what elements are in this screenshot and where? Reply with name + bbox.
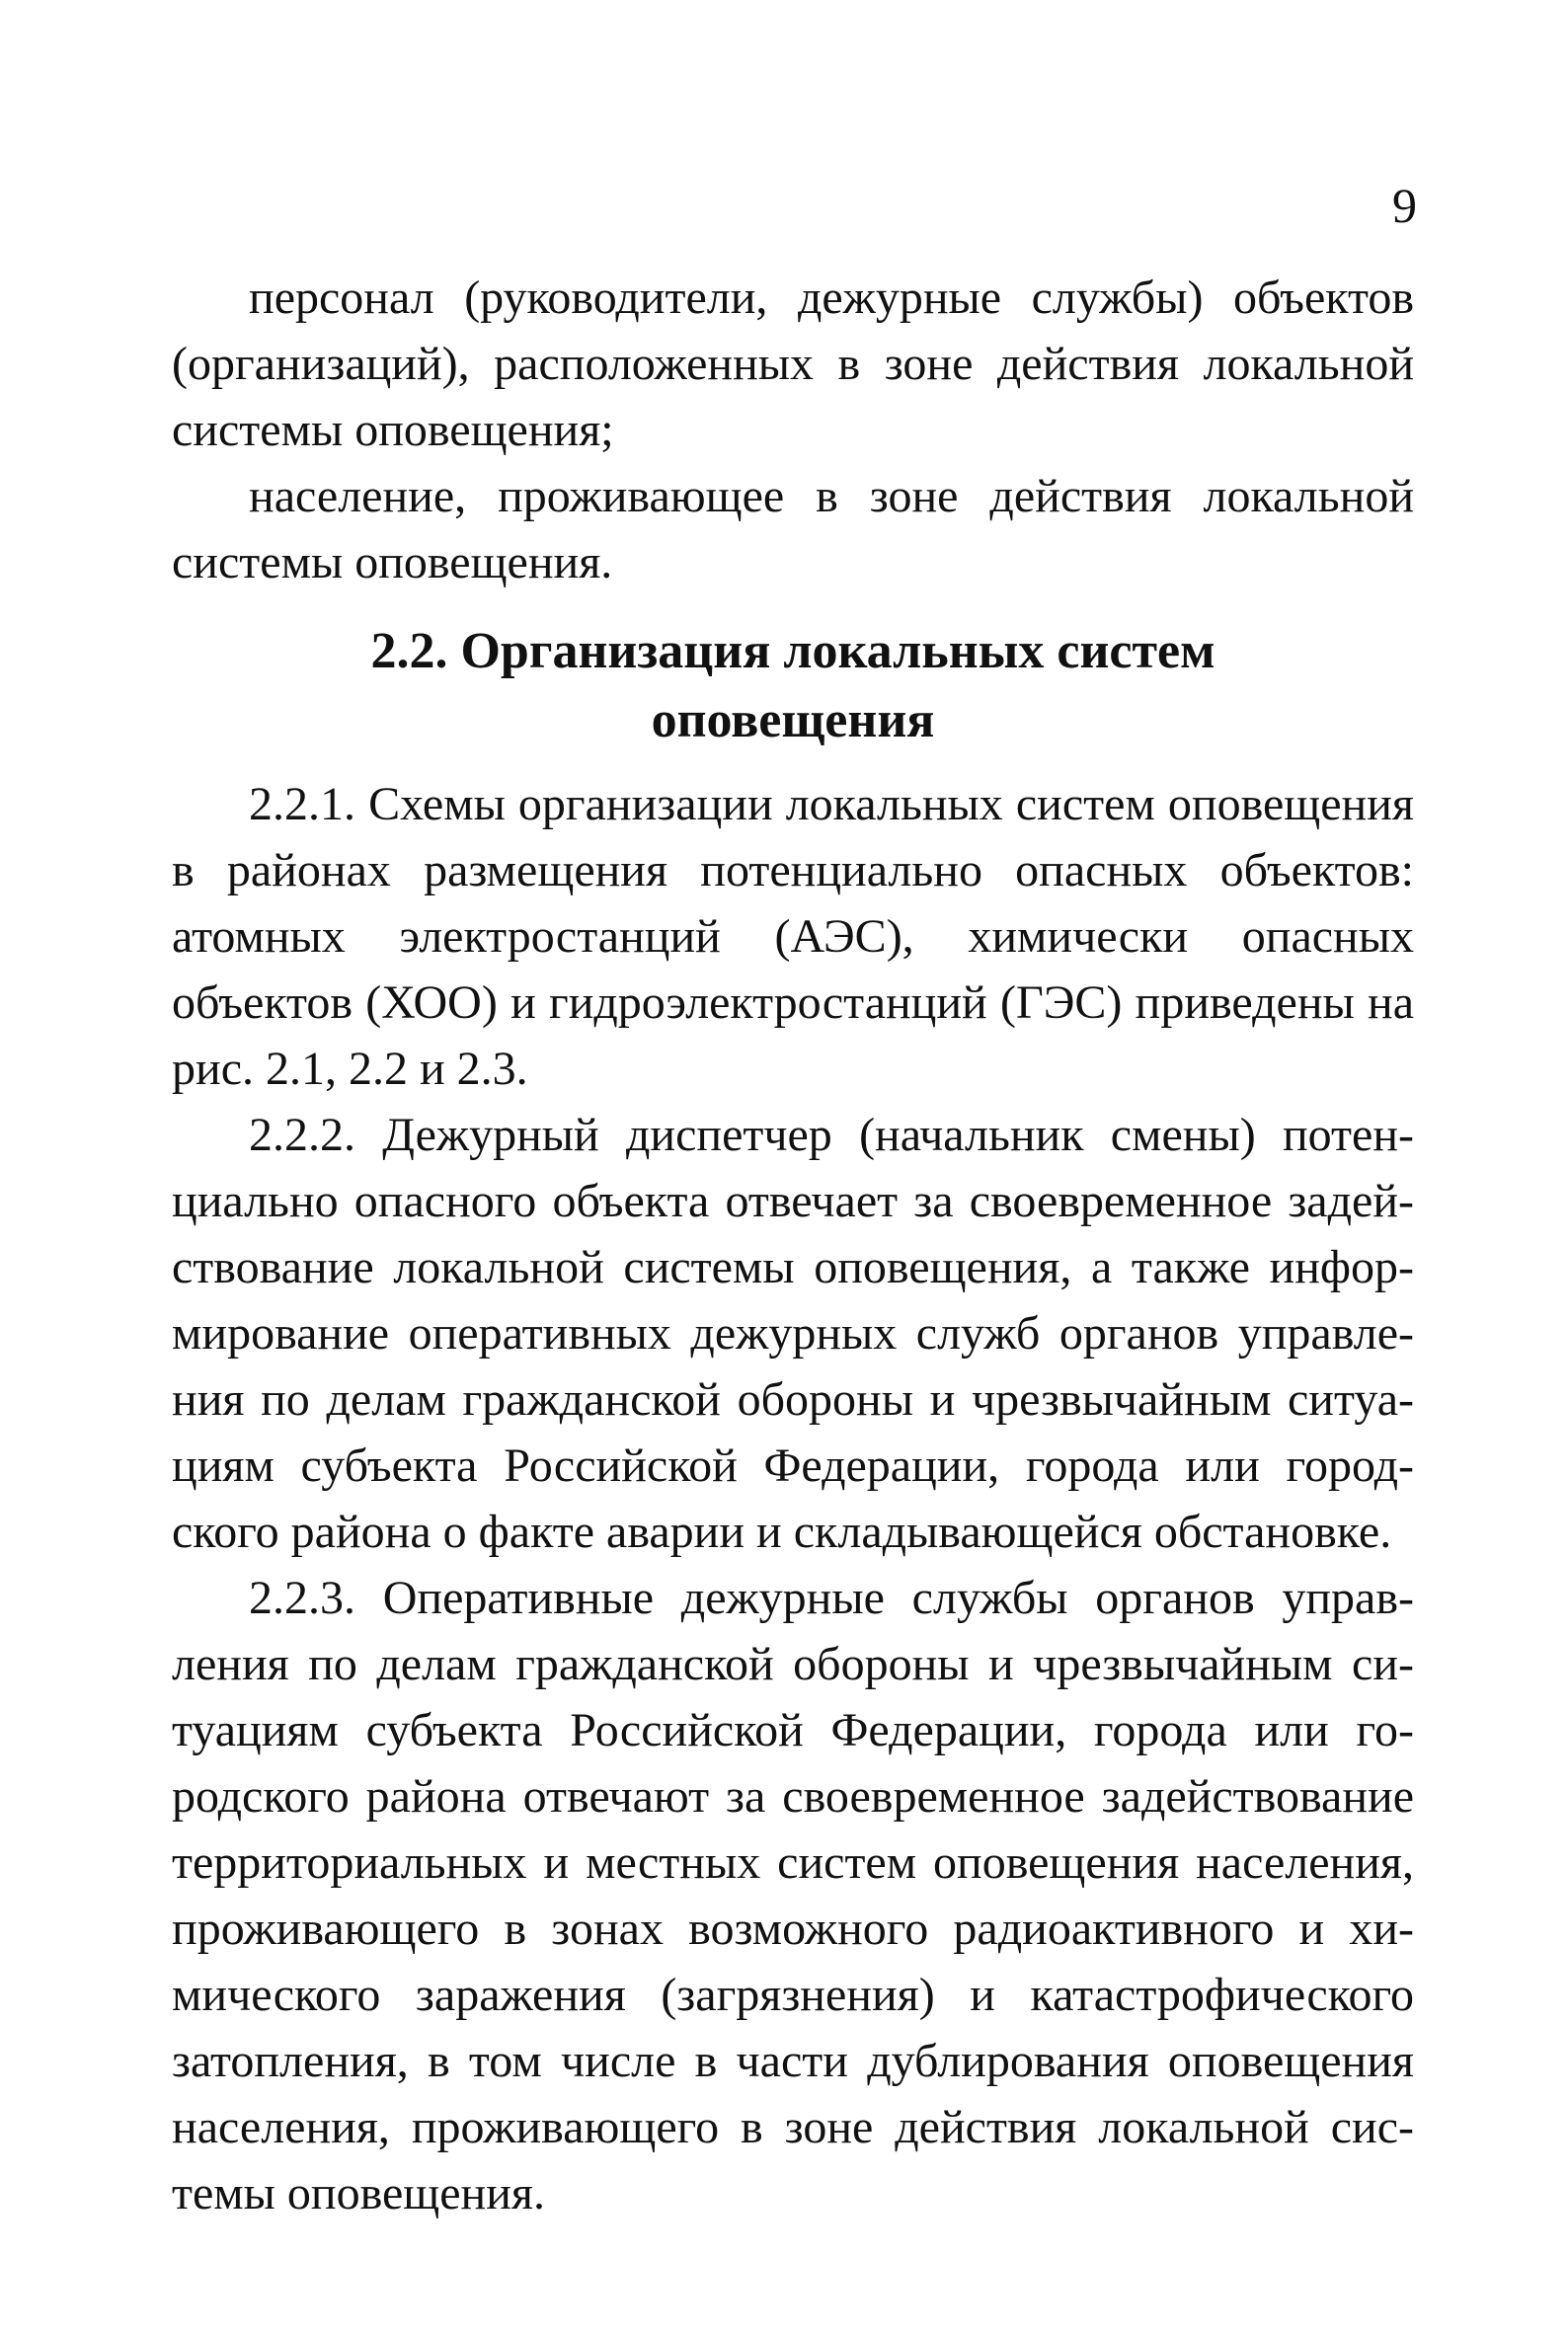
page-number: 9 (1392, 178, 1417, 233)
section-title (172, 617, 1414, 755)
paragraph-2-2-1: 2.2.1. Схемы организации локальных систем оповещения в районах размещения потенциально опасных объектов: атомных электростанций (АЭС), химически опасных объектов (ХОО) и гидроэлектростанций (ГЭС) приведены на рис. 2.1, 2.2 и 2.3. (172, 778, 1414, 1095)
section-title-line-1: 2.2. Организация локальных систем (370, 623, 1215, 679)
intro-paragraph-1: персонал (руководители, дежурные службы) объектов (организаций), расположенных в зоне действия локальной системы оповещения; (172, 272, 1414, 456)
intro-paragraph-2: население, проживающее в зоне действия локальной системы оповещения. (172, 470, 1414, 588)
paragraph-2-2-3: 2.2.3. Оперативные дежурные службы органов управления по делам гражданской обороны и чрезвычайным ситуациям субъекта Российской Федерации, города или городского района отвечают за своевременное задействование территориальных и местных систем оповещения населения, проживающего в зонах возможного радиоактивного и химического заражения (загрязнения) и катастрофического затопления, в том числе в части дублирования оповещения населения, проживающего в зоне действия локальной системы оповещения. (172, 1572, 1414, 2219)
section-title-line-2: оповещения (651, 692, 935, 748)
paragraph-2-2-2: 2.2.2. Дежурный диспетчер (начальник смены) потенциально опасного объекта отвечает за своевременное задействование локальной системы оповещения, а также информирование оперативных дежурных служб органов управления по делам гражданской обороны и чрезвычайным ситуациям субъекта Российской Федерации, города или городского района о факте аварии и складывающейся обстановке. (172, 1109, 1414, 1558)
document-body (172, 265, 1414, 2226)
